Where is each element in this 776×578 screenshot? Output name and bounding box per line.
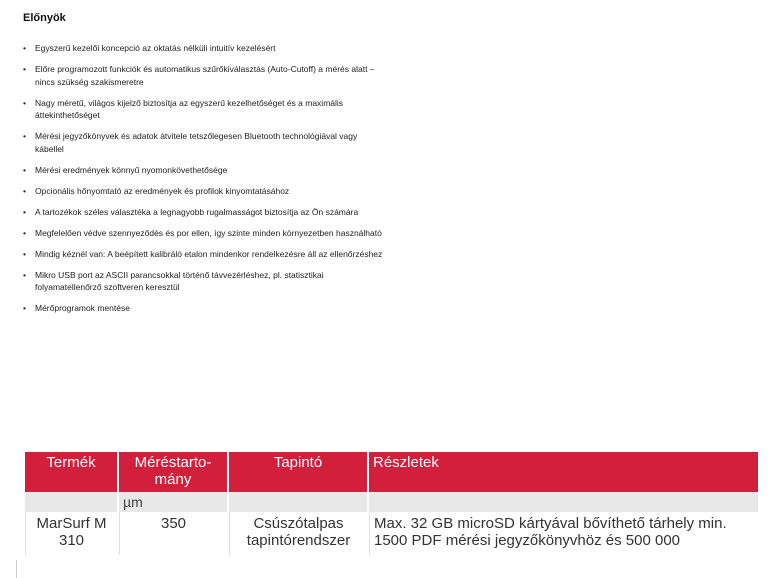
section-heading: Előnyök bbox=[23, 12, 66, 24]
margin-mark bbox=[16, 560, 17, 578]
bullet-icon: • bbox=[23, 185, 26, 196]
table-row bbox=[25, 512, 758, 555]
list-item bbox=[23, 97, 383, 122]
range-cell bbox=[119, 512, 227, 555]
list-item-text: Nagy méretű, világos kijelző biztosítja az egyszerű kezelhetőséget és a maximális áttekinthetőséget bbox=[35, 97, 344, 120]
list-item bbox=[23, 164, 383, 177]
column-header-range: Méréstarto-mány bbox=[119, 452, 227, 492]
list-item bbox=[23, 227, 383, 240]
probe-cell bbox=[229, 512, 367, 555]
list-item bbox=[23, 130, 383, 155]
bullet-icon: • bbox=[23, 206, 26, 217]
bullet-icon: • bbox=[23, 97, 26, 108]
list-item bbox=[23, 206, 383, 219]
unit-cell bbox=[369, 492, 758, 512]
list-item bbox=[23, 248, 383, 261]
list-item-text: A tartozékok széles választéka a legnagyobb rugalmasságot biztosítja az Ön számára bbox=[35, 206, 359, 217]
list-item-text: Mérési jegyzőkönyvek és adatok átvitele tetszőlegesen Bluetooth technológiával vagy kábellel bbox=[35, 131, 358, 154]
probe-value: Csúszótalpas tapintórendszer bbox=[246, 515, 351, 549]
list-item bbox=[23, 63, 383, 88]
list-item-text: Megfelelően védve szennyeződés és por ellen, így szinte minden környezetben használható bbox=[35, 227, 382, 238]
units-row bbox=[25, 492, 758, 512]
list-item-text: Opcionális hőnyomtató az eredmények és profilok kinyomtatásához bbox=[35, 185, 290, 196]
column-header-details: Részletek bbox=[369, 452, 758, 492]
list-item-text: Mindig kéznél van: A beépített kalibráló etalon mindenkor rendelkezésre áll az ellenőrzéshez bbox=[35, 248, 383, 259]
list-item-text: Egyszerű kezelői koncepció az oktatás nélküli intuitív kezelésért bbox=[35, 43, 276, 53]
bullet-icon: • bbox=[23, 164, 26, 175]
bullet-icon: • bbox=[23, 131, 26, 141]
unit-cell bbox=[229, 492, 367, 512]
bullet-icon: • bbox=[23, 64, 26, 74]
benefits-list bbox=[23, 42, 383, 323]
list-item-text: Mérési eredmények könnyű nyomonkövethetősége bbox=[35, 164, 228, 175]
bullet-icon: • bbox=[23, 303, 26, 313]
list-item bbox=[23, 269, 383, 294]
list-item bbox=[23, 302, 383, 315]
list-item-text: Előre programozott funkciók és automatikus szűrőkiválasztás (Auto-Cutoff) a mérés alatt – nincs szükség szakismeretre bbox=[35, 64, 375, 87]
details-value: Max. 32 GB microSD kártyával bővíthető tárhely min. 1500 PDF mérési jegyzőkönyvhöz és 500 000 bbox=[374, 515, 727, 549]
bullet-icon: • bbox=[23, 43, 26, 53]
details-cell bbox=[369, 512, 758, 555]
product-table bbox=[23, 452, 760, 555]
unit-cell bbox=[25, 492, 117, 512]
bullet-icon: • bbox=[23, 248, 26, 259]
bullet-icon: • bbox=[23, 269, 26, 280]
list-item bbox=[23, 185, 383, 198]
bullet-icon: • bbox=[23, 227, 26, 238]
table-header-row bbox=[25, 452, 758, 492]
range-value: 350 bbox=[160, 515, 187, 532]
product-name: MarSurf M 310 bbox=[36, 515, 107, 549]
product-cell bbox=[25, 512, 117, 555]
column-header-probe: Tapintó bbox=[229, 452, 367, 492]
list-item-text: Mérőprogramok mentése bbox=[35, 303, 130, 313]
unit-cell: µm bbox=[119, 492, 227, 512]
list-item-text: Mikro USB port az ASCII parancsokkal történő távvezérléshez, pl. statisztikai folyamatellenőrző szoftveren keresztül bbox=[35, 269, 324, 292]
column-header-product: Termék bbox=[25, 452, 117, 492]
list-item bbox=[23, 42, 383, 55]
